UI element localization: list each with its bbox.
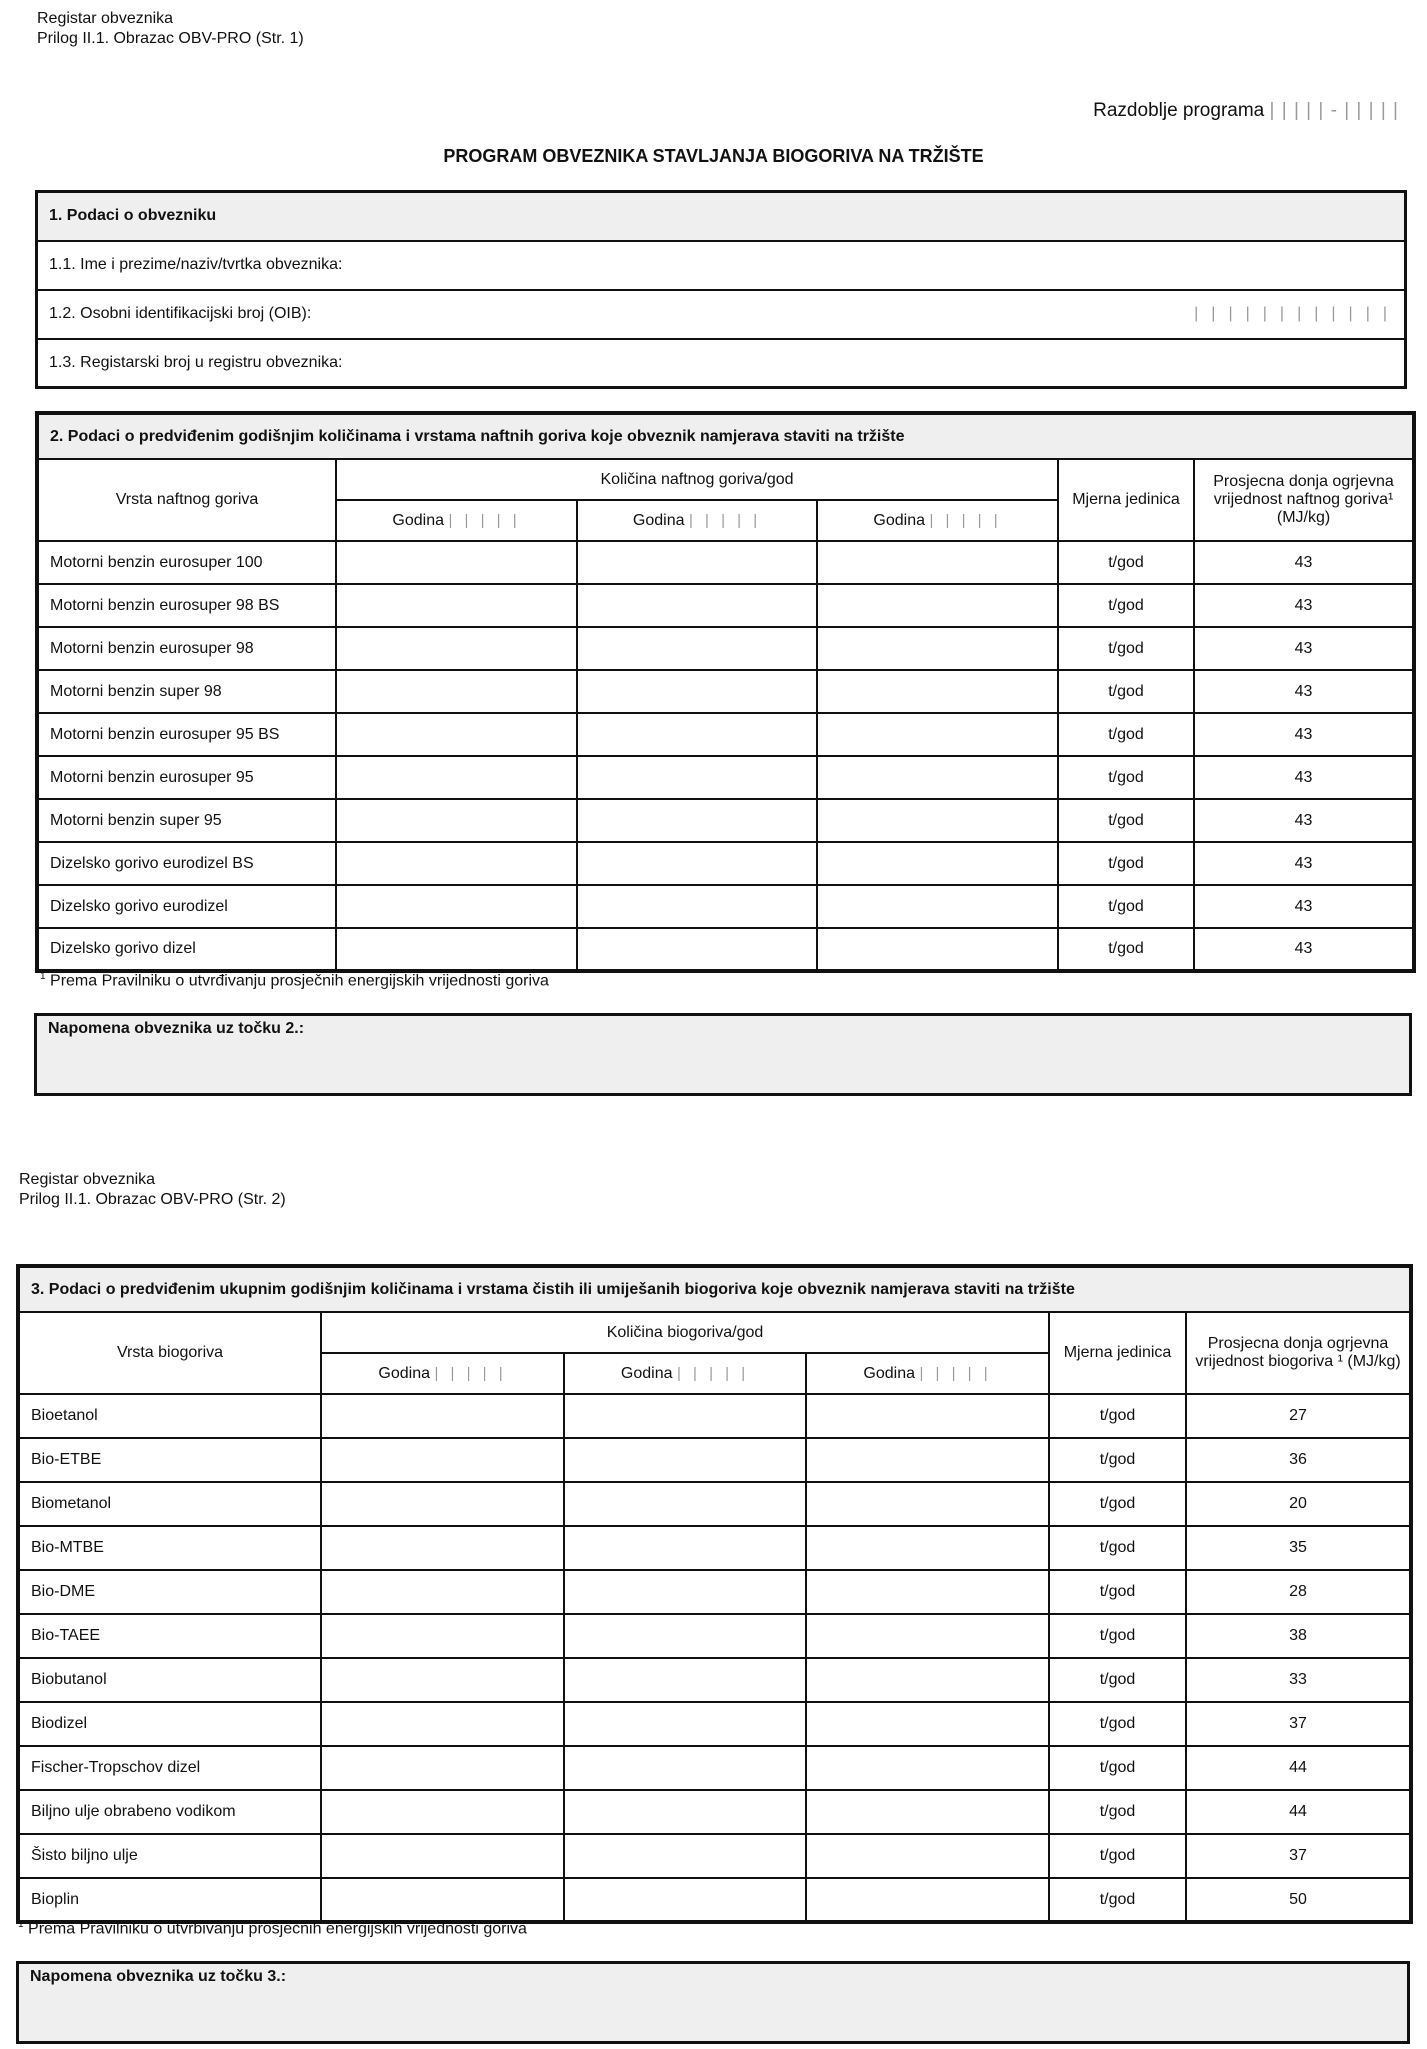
- calorific-value-cell: 37: [1186, 1834, 1411, 1878]
- unit-cell: t/god: [1049, 1702, 1186, 1746]
- quantity-input-year-1[interactable]: [321, 1482, 564, 1526]
- year-label: Godina: [620, 1364, 673, 1382]
- quantity-input-year-2[interactable]: [564, 1614, 806, 1658]
- table-row: [37, 928, 1414, 971]
- section3-table: [16, 1264, 1413, 1924]
- quantity-input-year-2[interactable]: [564, 1878, 806, 1922]
- quantity-input-year-3[interactable]: [817, 541, 1058, 584]
- quantity-input-year-3[interactable]: [806, 1526, 1049, 1570]
- footnote-mark: 1: [40, 971, 46, 982]
- footnote-text: Prema Pravilniku o utvrbivanju prosječnih energijskih vrijednosti goriva: [28, 1920, 527, 1938]
- year-field-1[interactable]: [321, 1353, 564, 1394]
- fuel-name: Motorni benzin eurosuper 98 BS: [37, 584, 336, 627]
- calorific-value-cell: 33: [1186, 1658, 1411, 1702]
- calorific-value-cell: 38: [1186, 1614, 1411, 1658]
- quantity-input-year-2[interactable]: [564, 1526, 806, 1570]
- table-row: [37, 584, 1414, 627]
- unit-cell: t/god: [1049, 1482, 1186, 1526]
- col-biofuel-type: Vrsta biogoriva: [18, 1312, 321, 1394]
- calorific-value-cell: 43: [1194, 885, 1414, 928]
- calorific-value-cell: 50: [1186, 1878, 1411, 1922]
- col-calorific-value: Prosjecna donja ogrjevna vrijednost naftnog goriva¹ (MJ/kg): [1194, 459, 1414, 541]
- section2-table: [35, 411, 1416, 973]
- quantity-input-year-3[interactable]: [817, 713, 1058, 756]
- quantity-input-year-2[interactable]: [564, 1394, 806, 1438]
- section2-heading: 2. Podaci o predviđenim godišnjim količinama i vrstama naftnih goriva koje obveznik namjerava staviti na tržište: [37, 413, 1414, 459]
- period-label: Razdoblje programa: [1093, 100, 1265, 121]
- unit-cell: t/god: [1049, 1526, 1186, 1570]
- year-slots[interactable]: | | | | |: [676, 1364, 750, 1382]
- year-field-1[interactable]: [336, 500, 577, 541]
- fuel-name: Bio-ETBE: [18, 1438, 321, 1482]
- calorific-value-cell: 43: [1194, 627, 1414, 670]
- form-id-p2: Prilog II.1. Obrazac OBV-PRO (Str. 2): [19, 1191, 286, 1208]
- quantity-input-year-2[interactable]: [577, 842, 817, 885]
- calorific-value-cell: 27: [1186, 1394, 1411, 1438]
- quantity-input-year-3[interactable]: [806, 1482, 1049, 1526]
- unit-cell: t/god: [1058, 842, 1194, 885]
- fuel-name: Fischer-Tropschov dizel: [18, 1746, 321, 1790]
- table-row: [18, 1658, 1411, 1702]
- fuel-name: Dizelsko gorivo eurodizel: [37, 885, 336, 928]
- unit-cell: t/god: [1058, 584, 1194, 627]
- table-row: [18, 1878, 1411, 1922]
- table-row: [37, 756, 1414, 799]
- quantity-input-year-3[interactable]: [806, 1834, 1049, 1878]
- unit-cell: t/god: [1049, 1570, 1186, 1614]
- fuel-name: Bio-TAEE: [18, 1614, 321, 1658]
- quantity-input-year-1[interactable]: [321, 1702, 564, 1746]
- year-label: Godina: [392, 511, 444, 529]
- unit-cell: t/god: [1058, 928, 1194, 971]
- col-fuel-quantity: Količina naftnog goriva/god: [336, 459, 1058, 500]
- oib-field[interactable]: [37, 290, 1406, 339]
- quantity-input-year-3[interactable]: [817, 799, 1058, 842]
- registry-number-field[interactable]: [37, 339, 1406, 388]
- year-label: Godina: [378, 1364, 430, 1382]
- calorific-value-cell: 43: [1194, 756, 1414, 799]
- note-section2-label: Napomena obveznika uz točku 2.:: [48, 1020, 305, 1037]
- quantity-input-year-3[interactable]: [817, 756, 1058, 799]
- table-row: [18, 1526, 1411, 1570]
- col-unit: Mjerna jedinica: [1049, 1312, 1186, 1394]
- col-fuel-type: Vrsta naftnog goriva: [37, 459, 336, 541]
- unit-cell: t/god: [1058, 756, 1194, 799]
- quantity-input-year-1[interactable]: [321, 1834, 564, 1878]
- fuel-name: Motorni benzin eurosuper 98: [37, 627, 336, 670]
- col-calorific-value: Prosjecna donja ogrjevna vrijednost biogoriva ¹ (MJ/kg): [1186, 1312, 1411, 1394]
- quantity-input-year-1[interactable]: [336, 670, 577, 713]
- quantity-input-year-1[interactable]: [336, 799, 577, 842]
- quantity-input-year-1[interactable]: [321, 1658, 564, 1702]
- quantity-input-year-2[interactable]: [577, 670, 817, 713]
- table-row: [37, 799, 1414, 842]
- quantity-input-year-1[interactable]: [336, 541, 577, 584]
- quantity-input-year-1[interactable]: [321, 1878, 564, 1922]
- fuel-name: Bioetanol: [18, 1394, 321, 1438]
- fuel-name: Biobutanol: [18, 1658, 321, 1702]
- unit-cell: t/god: [1058, 713, 1194, 756]
- year-label: Godina: [873, 511, 925, 529]
- obligor-name-field[interactable]: [37, 241, 1406, 290]
- unit-cell: t/god: [1058, 885, 1194, 928]
- table-row: [18, 1702, 1411, 1746]
- footnote-text: Prema Pravilniku o utvrđivanju prosječnih energijskih vrijednosti goriva: [50, 972, 549, 990]
- table-row: [18, 1394, 1411, 1438]
- year-slots[interactable]: | | | | |: [919, 1364, 992, 1382]
- oib-slots[interactable]: ||||||||||||: [1194, 305, 1400, 322]
- program-period: [1093, 100, 1399, 122]
- unit-cell: t/god: [1058, 541, 1194, 584]
- quantity-input-year-2[interactable]: [577, 584, 817, 627]
- note-section2-field[interactable]: [34, 1013, 1412, 1096]
- table-row: [18, 1614, 1411, 1658]
- col-biofuel-quantity: Količina biogoriva/god: [321, 1312, 1049, 1353]
- year-field-2[interactable]: [577, 500, 817, 541]
- section1-heading: 1. Podaci o obvezniku: [37, 192, 1406, 241]
- calorific-value-cell: 28: [1186, 1570, 1411, 1614]
- quantity-input-year-1[interactable]: [321, 1570, 564, 1614]
- quantity-input-year-3[interactable]: [817, 928, 1058, 971]
- unit-cell: t/god: [1049, 1658, 1186, 1702]
- quantity-input-year-2[interactable]: [577, 885, 817, 928]
- quantity-input-year-3[interactable]: [806, 1746, 1049, 1790]
- fuel-name: Dizelsko gorivo eurodizel BS: [37, 842, 336, 885]
- unit-cell: t/god: [1058, 670, 1194, 713]
- quantity-input-year-2[interactable]: [577, 627, 817, 670]
- unit-cell: t/god: [1049, 1790, 1186, 1834]
- table-row: [37, 541, 1414, 584]
- fuel-name: Motorni benzin eurosuper 95: [37, 756, 336, 799]
- unit-cell: t/god: [1049, 1614, 1186, 1658]
- fuel-name: Motorni benzin super 98: [37, 670, 336, 713]
- table-row: [18, 1790, 1411, 1834]
- fuel-name: Biljno ulje obrabeno vodikom: [18, 1790, 321, 1834]
- quantity-input-year-1[interactable]: [336, 756, 577, 799]
- register-label-p2: Registar obveznika: [19, 1171, 156, 1188]
- fuel-name: Bio-MTBE: [18, 1526, 321, 1570]
- quantity-input-year-1[interactable]: [321, 1790, 564, 1834]
- fuel-name: Šisto biljno ulje: [18, 1834, 321, 1878]
- calorific-value-cell: 44: [1186, 1790, 1411, 1834]
- table-row: [18, 1570, 1411, 1614]
- quantity-input-year-2[interactable]: [577, 799, 817, 842]
- oib-label: 1.2. Osobni identifikacijski broj (OIB):: [49, 305, 312, 322]
- table-row: [18, 1438, 1411, 1482]
- quantity-input-year-1[interactable]: [321, 1746, 564, 1790]
- table-row: [37, 713, 1414, 756]
- quantity-input-year-1[interactable]: [321, 1438, 564, 1482]
- year-slots[interactable]: | | | | |: [929, 511, 1002, 529]
- note-section3-label: Napomena obveznika uz točku 3.:: [30, 1968, 287, 1985]
- quantity-input-year-2[interactable]: [577, 756, 817, 799]
- table-row: [37, 842, 1414, 885]
- quantity-input-year-1[interactable]: [336, 842, 577, 885]
- quantity-input-year-1[interactable]: [321, 1526, 564, 1570]
- quantity-input-year-2[interactable]: [564, 1438, 806, 1482]
- calorific-value-cell: 43: [1194, 799, 1414, 842]
- calorific-value-cell: 43: [1194, 584, 1414, 627]
- table-row: [37, 627, 1414, 670]
- quantity-input-year-3[interactable]: [806, 1614, 1049, 1658]
- quantity-input-year-3[interactable]: [806, 1702, 1049, 1746]
- quantity-input-year-3[interactable]: [806, 1878, 1049, 1922]
- quantity-input-year-3[interactable]: [806, 1438, 1049, 1482]
- section3-heading: 3. Podaci o predviđenim ukupnim godišnjim količinama i vrstama čistih ili umiješanih biogoriva koje obveznik namjerava staviti na tržište: [18, 1266, 1411, 1312]
- year-label: Godina: [632, 511, 685, 529]
- form-id-p1: Prilog II.1. Obrazac OBV-PRO (Str. 1): [37, 30, 304, 47]
- year-slots[interactable]: | | | | |: [688, 511, 762, 529]
- obligor-name-label: 1.1. Ime i prezime/naziv/tvrtka obveznika:: [49, 256, 343, 273]
- fuel-name: Motorni benzin eurosuper 95 BS: [37, 713, 336, 756]
- quantity-input-year-3[interactable]: [817, 842, 1058, 885]
- quantity-input-year-3[interactable]: [806, 1790, 1049, 1834]
- calorific-value-cell: 43: [1194, 713, 1414, 756]
- footnote-section3: [18, 1919, 527, 1938]
- calorific-value-cell: 43: [1194, 928, 1414, 971]
- quantity-input-year-3[interactable]: [817, 584, 1058, 627]
- quantity-input-year-2[interactable]: [564, 1790, 806, 1834]
- quantity-input-year-1[interactable]: [321, 1394, 564, 1438]
- quantity-input-year-1[interactable]: [336, 885, 577, 928]
- quantity-input-year-3[interactable]: [817, 885, 1058, 928]
- year-label: Godina: [863, 1364, 915, 1382]
- section1-table: [35, 190, 1407, 389]
- registry-number-label: 1.3. Registarski broj u registru obveznika:: [49, 353, 343, 371]
- quantity-input-year-1[interactable]: [336, 584, 577, 627]
- calorific-value-cell: 43: [1194, 842, 1414, 885]
- table-row: [18, 1834, 1411, 1878]
- document-title: PROGRAM OBVEZNIKA STAVLJANJA BIOGORIVA NA TRŽIŠTE: [443, 146, 984, 166]
- note-section3-field[interactable]: [16, 1961, 1410, 2044]
- quantity-input-year-1[interactable]: [336, 928, 577, 971]
- quantity-input-year-2[interactable]: [564, 1570, 806, 1614]
- table-row: [37, 885, 1414, 928]
- calorific-value-cell: 36: [1186, 1438, 1411, 1482]
- fuel-name: Biometanol: [18, 1482, 321, 1526]
- unit-cell: t/god: [1058, 627, 1194, 670]
- calorific-value-cell: 44: [1186, 1746, 1411, 1790]
- table-row: [18, 1746, 1411, 1790]
- unit-cell: t/god: [1049, 1394, 1186, 1438]
- year-slots[interactable]: | | | | |: [434, 1364, 507, 1382]
- quantity-input-year-2[interactable]: [564, 1834, 806, 1878]
- calorific-value-cell: 37: [1186, 1702, 1411, 1746]
- period-slots[interactable]: | | | | | - | | | | |: [1269, 100, 1399, 121]
- calorific-value-cell: 35: [1186, 1526, 1411, 1570]
- quantity-input-year-2[interactable]: [577, 928, 817, 971]
- fuel-name: Biodizel: [18, 1702, 321, 1746]
- footnote-mark: 1: [18, 1919, 24, 1930]
- year-field-3[interactable]: [806, 1353, 1049, 1394]
- quantity-input-year-2[interactable]: [564, 1702, 806, 1746]
- year-field-3[interactable]: [817, 500, 1058, 541]
- year-field-2[interactable]: [564, 1353, 806, 1394]
- calorific-value-cell: 43: [1194, 670, 1414, 713]
- register-label-p1: Registar obveznika: [37, 10, 174, 27]
- footnote-section2: [40, 971, 549, 990]
- quantity-input-year-2[interactable]: [564, 1482, 806, 1526]
- fuel-name: Motorni benzin super 95: [37, 799, 336, 842]
- fuel-name: Motorni benzin eurosuper 100: [37, 541, 336, 584]
- quantity-input-year-3[interactable]: [806, 1658, 1049, 1702]
- quantity-input-year-2[interactable]: [577, 541, 817, 584]
- quantity-input-year-3[interactable]: [806, 1570, 1049, 1614]
- calorific-value-cell: 43: [1194, 541, 1414, 584]
- quantity-input-year-1[interactable]: [336, 713, 577, 756]
- fuel-name: Bioplin: [18, 1878, 321, 1922]
- table-row: [18, 1482, 1411, 1526]
- unit-cell: t/god: [1049, 1878, 1186, 1922]
- fuel-name: Bio-DME: [18, 1570, 321, 1614]
- quantity-input-year-2[interactable]: [564, 1658, 806, 1702]
- col-unit: Mjerna jedinica: [1058, 459, 1194, 541]
- quantity-input-year-3[interactable]: [817, 627, 1058, 670]
- quantity-input-year-1[interactable]: [321, 1614, 564, 1658]
- unit-cell: t/god: [1049, 1438, 1186, 1482]
- year-slots[interactable]: | | | | |: [448, 511, 521, 529]
- calorific-value-cell: 20: [1186, 1482, 1411, 1526]
- quantity-input-year-3[interactable]: [817, 670, 1058, 713]
- quantity-input-year-3[interactable]: [806, 1394, 1049, 1438]
- unit-cell: t/god: [1058, 799, 1194, 842]
- unit-cell: t/god: [1049, 1834, 1186, 1878]
- fuel-name: Dizelsko gorivo dizel: [37, 928, 336, 971]
- table-row: [37, 670, 1414, 713]
- quantity-input-year-1[interactable]: [336, 627, 577, 670]
- quantity-input-year-2[interactable]: [564, 1746, 806, 1790]
- quantity-input-year-2[interactable]: [577, 713, 817, 756]
- unit-cell: t/god: [1049, 1746, 1186, 1790]
